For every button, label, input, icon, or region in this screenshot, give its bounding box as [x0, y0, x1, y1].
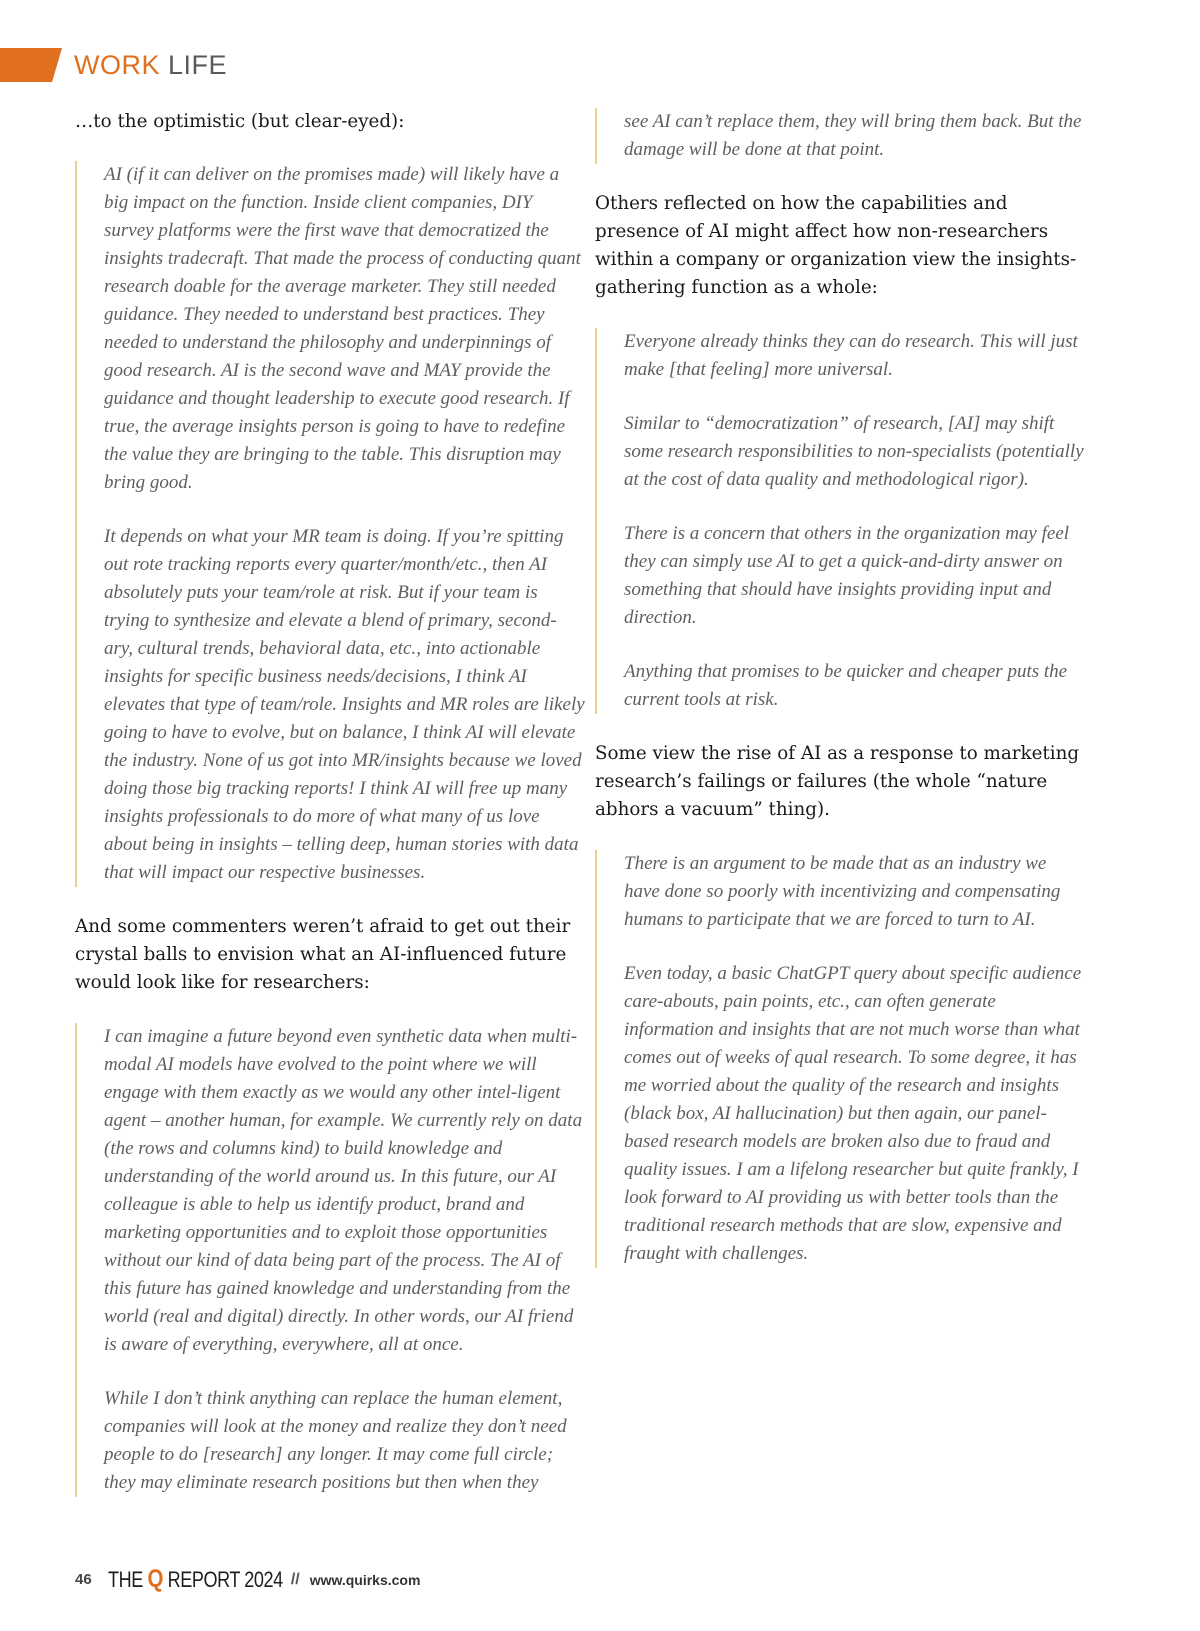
website-link[interactable]: www.quirks.com [309, 1571, 421, 1588]
right-column [595, 108, 1085, 1268]
quote-paragraph: see AI can’t replace them, they will bring them back. But the damage will be done at that point. [624, 111, 1082, 160]
section-tab-marker [0, 48, 62, 82]
footer-separator: // [290, 1570, 300, 1588]
quote-paragraph: Anything that promises to be quicker and cheaper puts the current tools at risk. [624, 661, 1068, 710]
page-footer [75, 1565, 420, 1594]
section-label [74, 48, 227, 82]
quote-paragraph: Similar to “democratization” of research, [AI] may shift some research responsibilities to non-specialists (potentially at the cost of data quality and methodological rigor). [624, 413, 1084, 490]
left-column [75, 108, 585, 1497]
publication-q-logo: Q [147, 1565, 163, 1593]
body-paragraph: Some view the rise of AI as a response to marketing research’s failings or failures (the whole “nature abhors a vacuum” thing). [595, 743, 1080, 820]
body-paragraph: Others reflected on how the capabilities and presence of AI might affect how non-researchers within a company or organization view the insights-gathering function as a whole: [595, 193, 1077, 298]
section-label-rest: LIFE [168, 50, 228, 80]
quote-block-failures [595, 850, 1085, 1268]
quote-block-continued [595, 108, 1085, 164]
quote-paragraph: There is a concern that others in the organization may feel they can simply use AI to get a quick-and-dirty answer on something that should have insights providing input and direction. [624, 523, 1070, 628]
quote-paragraph: There is an argument to be made that as an industry we have done so poorly with incentivizing and compensating humans to participate that we are forced to turn to AI. [624, 853, 1061, 930]
publication-title-report: REPORT 2024 [162, 1567, 283, 1592]
intro-paragraph: …to the optimistic (but clear-eyed): [75, 111, 405, 132]
quote-paragraph: It depends on what your MR team is doing. If you’re spitting out rote tracking reports every quarter/month/etc., then AI absolutely puts your team/role at risk. But if your team is trying to synthesize and elevate a blend of primary, second-ary, cultural trends, behavioral data, etc., into actionable insights for specific business needs/decisions, I think AI elevates that type of team/role. Insights and MR roles are likely going to have to evolve, but on balance, I think AI will elevate the industry. None of us got into MR/insights because we loved doing those big tracking reports! I think AI will free up many insights professionals to do more of what many of us love about being in insights – telling deep, human stories with data that will impact our respective businesses. [104, 526, 585, 883]
quote-paragraph: Everyone already thinks they can do research. This will just make [that feeling] more universal. [624, 331, 1078, 380]
quote-block-non-researchers [595, 328, 1085, 714]
quote-block-optimistic [75, 161, 585, 887]
quote-block-future [75, 1023, 585, 1497]
page-number: 46 [75, 1571, 92, 1588]
quote-paragraph: AI (if it can deliver on the promises made) will likely have a big impact on the function. Inside client companies, DIY survey platforms were the first wave that democratized the insights tradecraft. That made the process of conducting quant research doable for the average marketer. They still needed guidance. They needed to understand best practices. They needed to understand the philosophy and underpinnings of good research. AI is the second wave and MAY provide the guidance and thought leadership to execute good research. If true, the average insights person is going to have to redefine the value they are bringing to the table. This disruption may bring good. [104, 164, 581, 493]
body-paragraph: And some commenters weren’t afraid to get out their crystal balls to envision what an AI-influenced future would look like for researchers: [75, 916, 571, 993]
quote-paragraph: I can imagine a future beyond even synthetic data when multi-modal AI models have evolved to the point where we will engage with them exactly as we would any other intel-ligent agent – another human, for example. We currently rely on data (the rows and columns kind) to build knowledge and understanding of the world around us. In this future, our AI colleague is able to help us identify product, brand and marketing opportunities and to exploit those opportunities without our kind of data being part of the process. The AI of this future has gained knowledge and understanding from the world (real and digital) directly. In other words, our AI friend is aware of everything, everywhere, all at once. [104, 1026, 583, 1355]
publication-title-the: THE [107, 1567, 148, 1592]
publication-title [108, 1565, 283, 1594]
section-header [0, 48, 227, 82]
quote-paragraph: Even today, a basic ChatGPT query about specific audience care-abouts, pain points, etc., can often generate information and insights that are not much worse than what comes out of weeks of qual research. To some degree, it has me worried about the quality of the research and insights (black box, AI hallucination) but then again, our panel-based research models are broken also due to fraud and quality issues. I am a lifelong researcher but quite frankly, I look forward to AI providing us with better tools than the traditional research methods that are slow, expensive and fraught with challenges. [624, 963, 1082, 1264]
section-label-accent: WORK [74, 50, 160, 80]
quote-paragraph: While I don’t think anything can replace the human element, companies will look at the money and realize they don’t need people to do [research] any longer. It may come full circle; they may eliminate research positions but then when they [104, 1388, 567, 1493]
